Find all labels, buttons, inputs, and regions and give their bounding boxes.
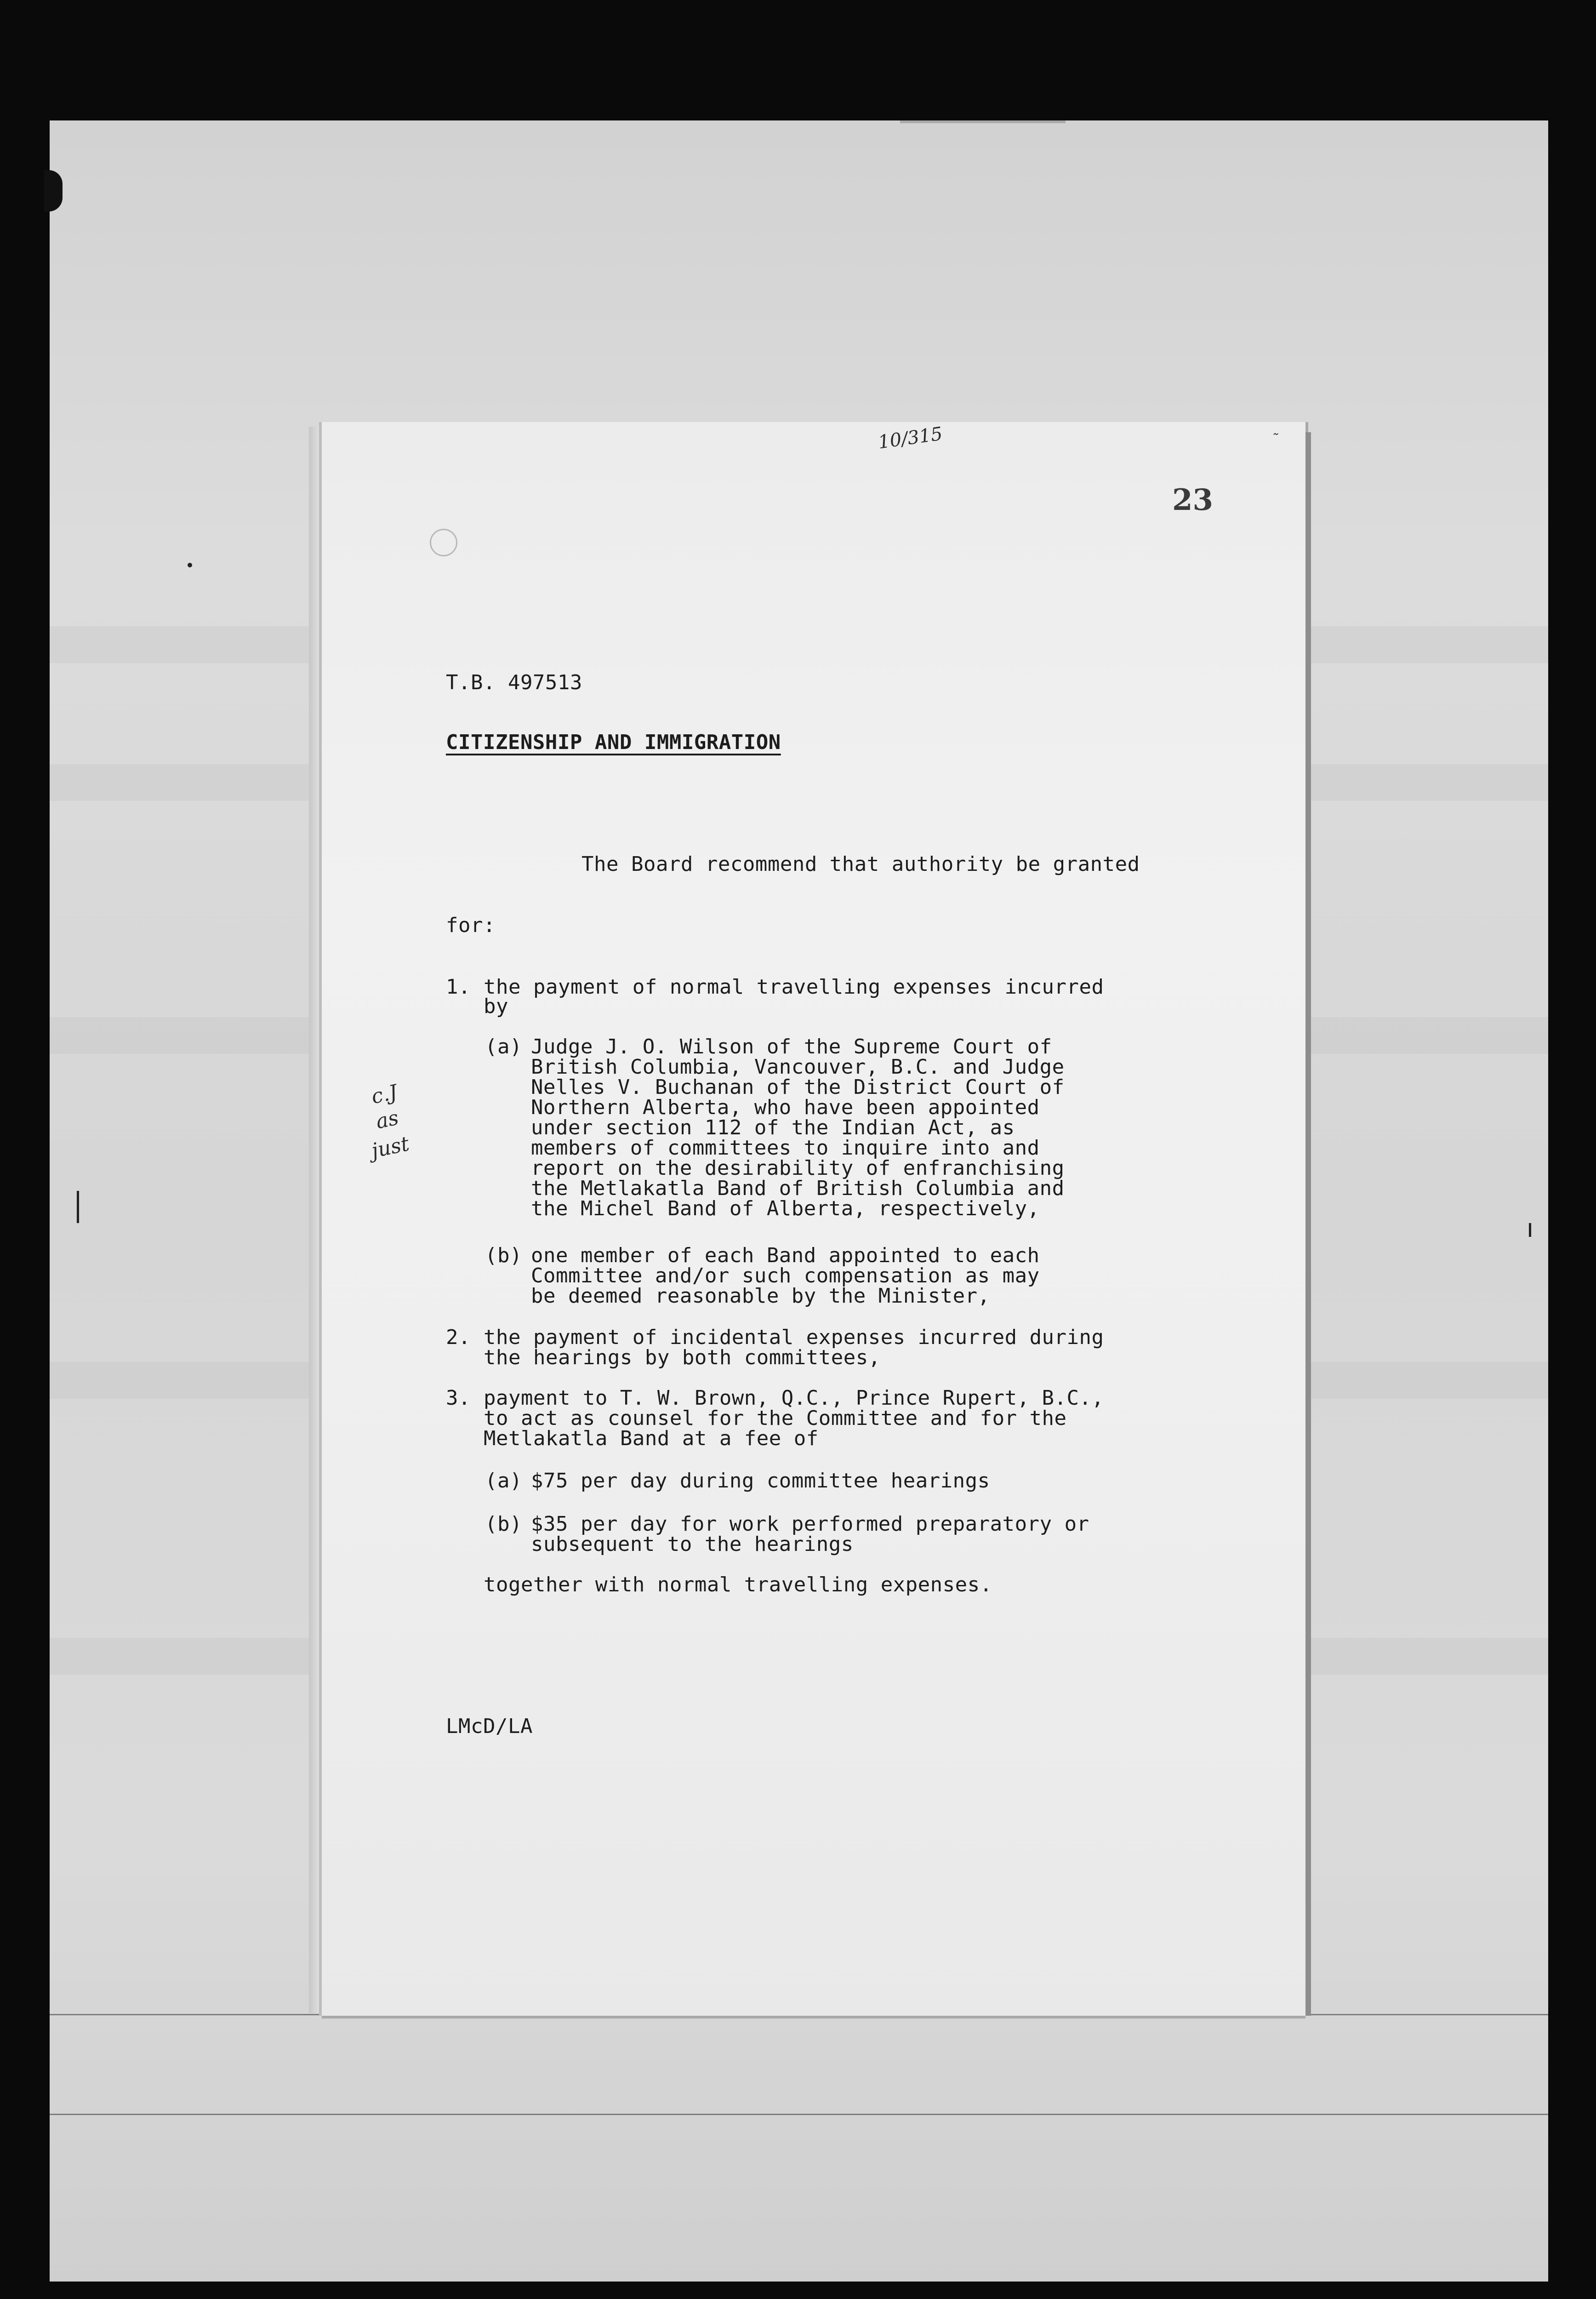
binding-tab [44, 170, 63, 212]
treasury-board-reference: T.B. 497513 [446, 671, 582, 694]
page-edge [309, 427, 322, 2013]
for-label: for: [446, 914, 496, 937]
page-shadow [1305, 432, 1311, 2016]
subitem-text-line: $75 per day during committee hearings [531, 1469, 990, 1493]
subitem-text-line: under section 112 of the Indian Act, as [531, 1116, 1015, 1139]
subitem-text-line: Committee and/or such compensation as may [531, 1264, 1040, 1287]
item-text-line: Metlakatla Band at a fee of [484, 1427, 819, 1450]
item-number: 3. [446, 1386, 471, 1410]
margin-note-line: c.J [369, 1080, 399, 1109]
subitem-text-line: report on the desirability of enfranchising [531, 1156, 1065, 1180]
item-text-line: to act as counsel for the Committee and for the [484, 1407, 1067, 1430]
subitem-text-line: $35 per day for work performed preparatory or [531, 1512, 1089, 1536]
subitem-letter: (b) [485, 1244, 522, 1267]
subitem-text-line: the Michel Band of Alberta, respectively, [531, 1197, 1040, 1220]
handwritten-file-number: 10/315 [877, 423, 944, 453]
speck [188, 563, 192, 567]
subitem-text-line: the Metlakatla Band of British Columbia and [531, 1177, 1065, 1200]
item-text-line: the hearings by both committees, [484, 1346, 881, 1369]
margin-note-line: just [369, 1132, 411, 1163]
typist-initials: LMcD/LA [446, 1715, 533, 1738]
item-text-line: the payment of normal travelling expenses incurred [484, 975, 1104, 999]
subitem-letter: (a) [485, 1469, 522, 1493]
item-number: 2. [446, 1326, 471, 1349]
top-edge-mark [900, 120, 1066, 123]
item-text-line: by [484, 995, 508, 1018]
subitem-text-line: Nelles V. Buchanan of the District Court of [531, 1075, 1065, 1099]
item-number: 1. [446, 975, 471, 999]
punch-hole [430, 529, 457, 556]
item-text-line: the payment of incidental expenses incurred during [484, 1326, 1104, 1349]
backing-fold-line [50, 2114, 1548, 2115]
subitem-text-line: one member of each Band appointed to each [531, 1244, 1040, 1267]
subitem-text-line: Northern Alberta, who have been appointed [531, 1096, 1040, 1119]
subitem-text-line: subsequent to the hearings [531, 1533, 854, 1556]
margin-tick [1529, 1223, 1531, 1237]
subitem-text-line: Judge J. O. Wilson of the Supreme Court of [531, 1035, 1052, 1058]
subitem-text-line: members of committees to inquire into and [531, 1136, 1040, 1160]
department-heading: CITIZENSHIP AND IMMIGRATION [446, 731, 781, 754]
closing-line: together with normal travelling expenses. [484, 1573, 992, 1596]
item-text-line: payment to T. W. Brown, Q.C., Prince Rupert, B.C., [484, 1386, 1104, 1410]
page-number: 23 [1172, 483, 1214, 517]
margin-note-line: as [374, 1106, 401, 1134]
margin-tick [77, 1191, 79, 1223]
subitem-letter: (a) [485, 1035, 522, 1058]
corner-tick-mark: ˜ [1271, 431, 1278, 447]
subitem-text-line: British Columbia, Vancouver, B.C. and Judge [531, 1055, 1065, 1079]
recommendation-intro: The Board recommend that authority be granted [581, 852, 1140, 876]
subitem-letter: (b) [485, 1512, 522, 1536]
subitem-text-line: be deemed reasonable by the Minister, [531, 1284, 990, 1308]
